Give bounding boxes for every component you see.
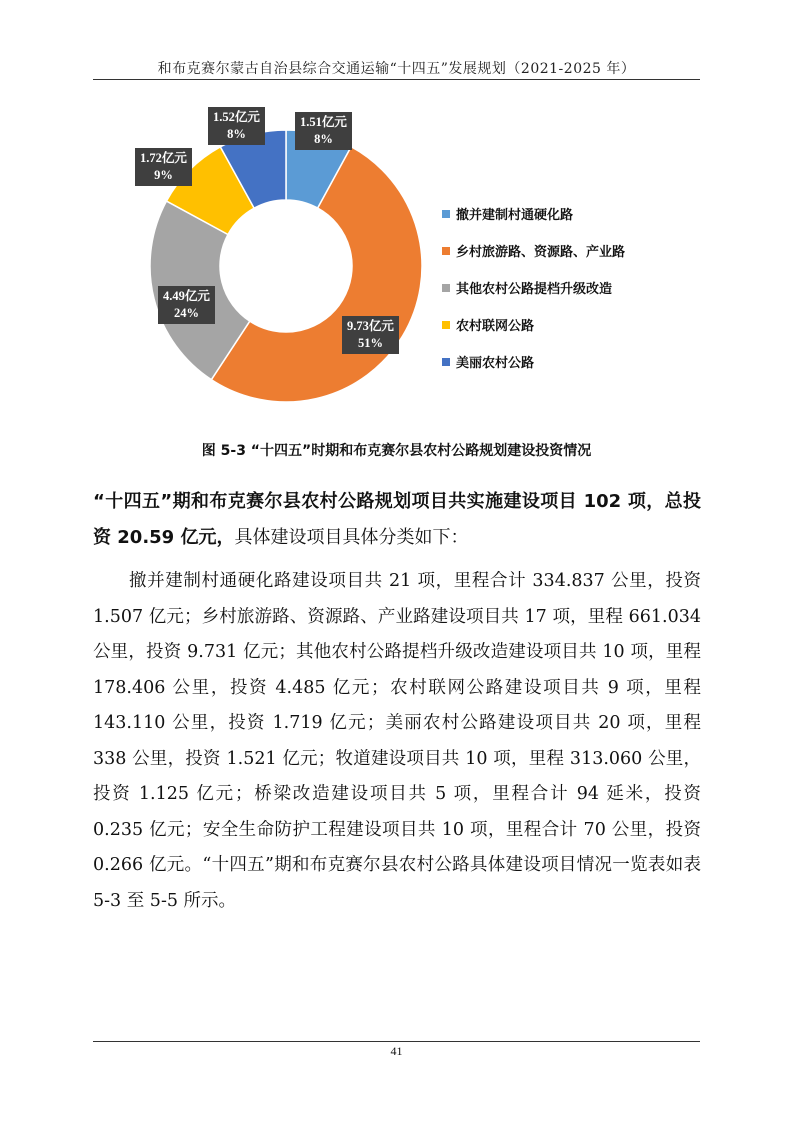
summary-rest-text: 具体建设项目具体分类如下：	[234, 526, 469, 548]
callout-merged-village-roads	[295, 112, 352, 150]
detail-paragraph: 撤并建制村通硬化路建设项目共 21 项，里程合计 334.837 公里，投资 1.507 亿元；乡村旅游路、资源路、产业路建设项目共 17 项，里程 661.034 公里，投资 9.731 亿元；其他农村公路提档升级改造建设项目共 10 项，里程 178.406 公里，投资 4.485 亿元；农村联网公路建设项目共 9 项，里程 143.110 公里，投资 1.719 亿元；美丽农村公路建设项目共 20 项，里程 338 公里，投资 1.521 亿元；牧道建设项目共 10 项，里程 313.060 公里，投资 1.125 亿元；桥梁改造建设项目共 5 项，里程合计 94 延米，投资 0.235 亿元；安全生命防护工程建设项目共 10 项，里程合计 70 公里，投资 0.266 亿元。“十四五”期和布克赛尔县农村公路具体建设项目情况一览表如表 5-3 至 5-5 所示。	[93, 571, 701, 911]
callout-percent: 51%	[357, 336, 383, 350]
callout-tourism-roads	[342, 316, 399, 354]
callout-network-roads	[135, 148, 192, 186]
legend-swatch	[442, 247, 450, 255]
callout-percent: 9%	[154, 168, 173, 182]
footer-rule	[93, 1041, 700, 1042]
figure-caption: 图 5-3 “十四五”时期和布克赛尔县农村公路规划建设投资情况	[201, 443, 592, 459]
legend-swatch	[442, 321, 450, 329]
callout-upgrade-roads	[158, 286, 215, 324]
summary-paragraph	[93, 484, 701, 555]
legend-item-merged-village-roads	[442, 204, 573, 223]
callout-percent: 8%	[227, 127, 246, 141]
legend-swatch	[442, 210, 450, 218]
donut-svg	[130, 100, 690, 430]
legend-label: 美丽农村公路	[456, 356, 535, 371]
callout-value: 1.72亿元	[140, 151, 187, 165]
legend-item-upgrade-roads	[442, 278, 612, 297]
page-number: 41	[390, 1044, 403, 1058]
callout-beautiful-roads	[208, 107, 265, 145]
legend-label: 其他农村公路提档升级改造	[456, 282, 613, 297]
legend-item-beautiful-roads	[442, 352, 534, 371]
legend-label: 农村联网公路	[456, 319, 535, 334]
legend-item-tourism-roads	[442, 241, 625, 260]
callout-percent: 24%	[173, 306, 199, 320]
callout-value: 4.49亿元	[163, 289, 210, 303]
legend-label: 乡村旅游路、资源路、产业路	[456, 245, 626, 260]
callout-value: 1.52亿元	[213, 110, 260, 124]
summary-bold-text: “十四五”期和布克赛尔县农村公路规划项目共实施建设项目 102 项，总投资 20.59 亿元，	[93, 491, 701, 548]
legend-swatch	[442, 358, 450, 366]
donut-chart	[130, 100, 690, 430]
header-rule	[93, 79, 700, 80]
callout-value: 9.73亿元	[347, 319, 394, 333]
callout-value: 1.51亿元	[300, 115, 347, 129]
callout-percent: 8%	[314, 132, 333, 146]
legend-swatch	[442, 284, 450, 292]
legend-label: 撤并建制村通硬化路	[456, 208, 574, 223]
legend-item-network-roads	[442, 315, 534, 334]
page-header: 和布克赛尔蒙古自治县综合交通运输“十四五”发展规划（2021-2025 年）	[157, 61, 636, 77]
